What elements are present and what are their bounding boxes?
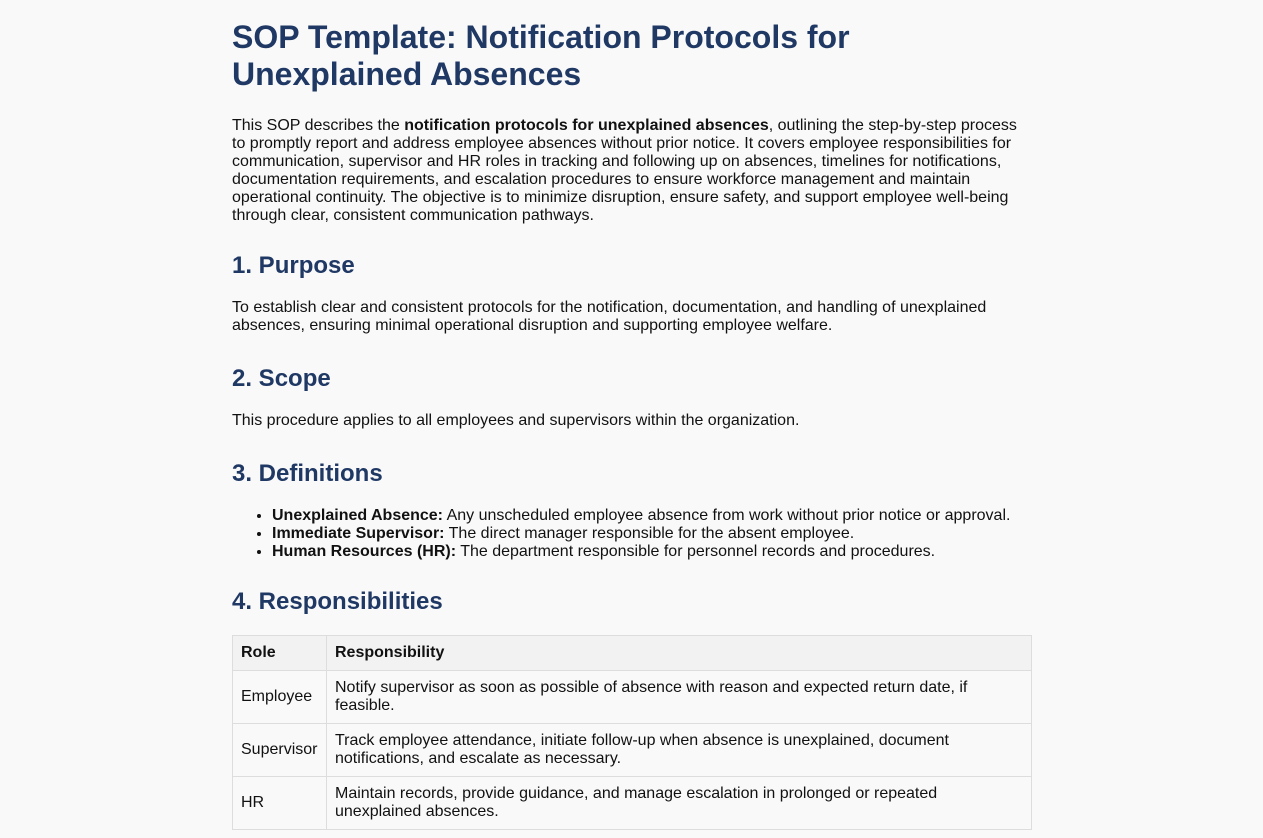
responsibilities-heading: 4. Responsibilities bbox=[232, 588, 443, 615]
intro-text-end: , outlining the step-by-step process to promptly report and address employee absences without prior notice. It covers employee responsibilities for communication, supervisor and HR roles in tracking and following up on absences, timelines for notifications, documentation requirements, and escalation procedures to ensure workforce management and maintain operational continuity. The objective is to minimize disruption, ensure safety, and support employee well-being through clear, consistent communication pathways. bbox=[232, 117, 1017, 224]
role-cell: HR bbox=[233, 777, 327, 830]
table-row bbox=[233, 724, 1032, 777]
definition-text: Any unscheduled employee absence from work without prior notice or approval. bbox=[443, 507, 1011, 524]
definition-text: The direct manager responsible for the absent employee. bbox=[444, 525, 855, 542]
definition-item bbox=[272, 543, 1032, 561]
intro-emphasis: notification protocols for unexplained absences bbox=[404, 117, 769, 134]
responsibility-cell: Track employee attendance, initiate follow-up when absence is unexplained, document notifications, and escalate as necessary. bbox=[327, 724, 1032, 777]
definitions-list bbox=[232, 507, 1032, 561]
definition-item bbox=[272, 507, 1032, 525]
page-title-line-1: SOP Template: Notification Protocols for bbox=[232, 19, 850, 55]
role-cell: Supervisor bbox=[233, 724, 327, 777]
column-header-role: Role bbox=[233, 636, 327, 671]
page-title-line-2: Unexplained Absences bbox=[232, 56, 582, 92]
purpose-heading: 1. Purpose bbox=[232, 252, 355, 279]
table-header-row bbox=[233, 636, 1032, 671]
document bbox=[232, 0, 1032, 830]
definition-term: Unexplained Absence: bbox=[272, 507, 444, 524]
responsibility-cell: Notify supervisor as soon as possible of absence with reason and expected return date, if feasible. bbox=[327, 671, 1032, 724]
definition-term: Immediate Supervisor: bbox=[272, 525, 445, 542]
intro-text-start: This SOP describes the bbox=[232, 117, 405, 134]
definitions-heading: 3. Definitions bbox=[232, 460, 383, 487]
column-header-responsibility: Responsibility bbox=[327, 636, 1032, 671]
table-row bbox=[233, 671, 1032, 724]
definition-item bbox=[272, 525, 1032, 543]
responsibilities-table bbox=[232, 635, 1032, 830]
role-cell: Employee bbox=[233, 671, 327, 724]
purpose-text: To establish clear and consistent protocols for the notification, documentation, and handling of unexplained absences, ensuring minimal operational disruption and supporting employee welfare. bbox=[232, 299, 987, 334]
table-row bbox=[233, 777, 1032, 830]
responsibility-cell: Maintain records, provide guidance, and manage escalation in prolonged or repeated unexplained absences. bbox=[327, 777, 1032, 830]
definition-term: Human Resources (HR): bbox=[272, 543, 457, 560]
scope-heading: 2. Scope bbox=[232, 365, 331, 392]
scope-text: This procedure applies to all employees and supervisors within the organization. bbox=[232, 412, 800, 429]
definition-text: The department responsible for personnel records and procedures. bbox=[456, 543, 936, 560]
intro-paragraph bbox=[232, 117, 1032, 225]
page-title bbox=[232, 19, 1032, 93]
